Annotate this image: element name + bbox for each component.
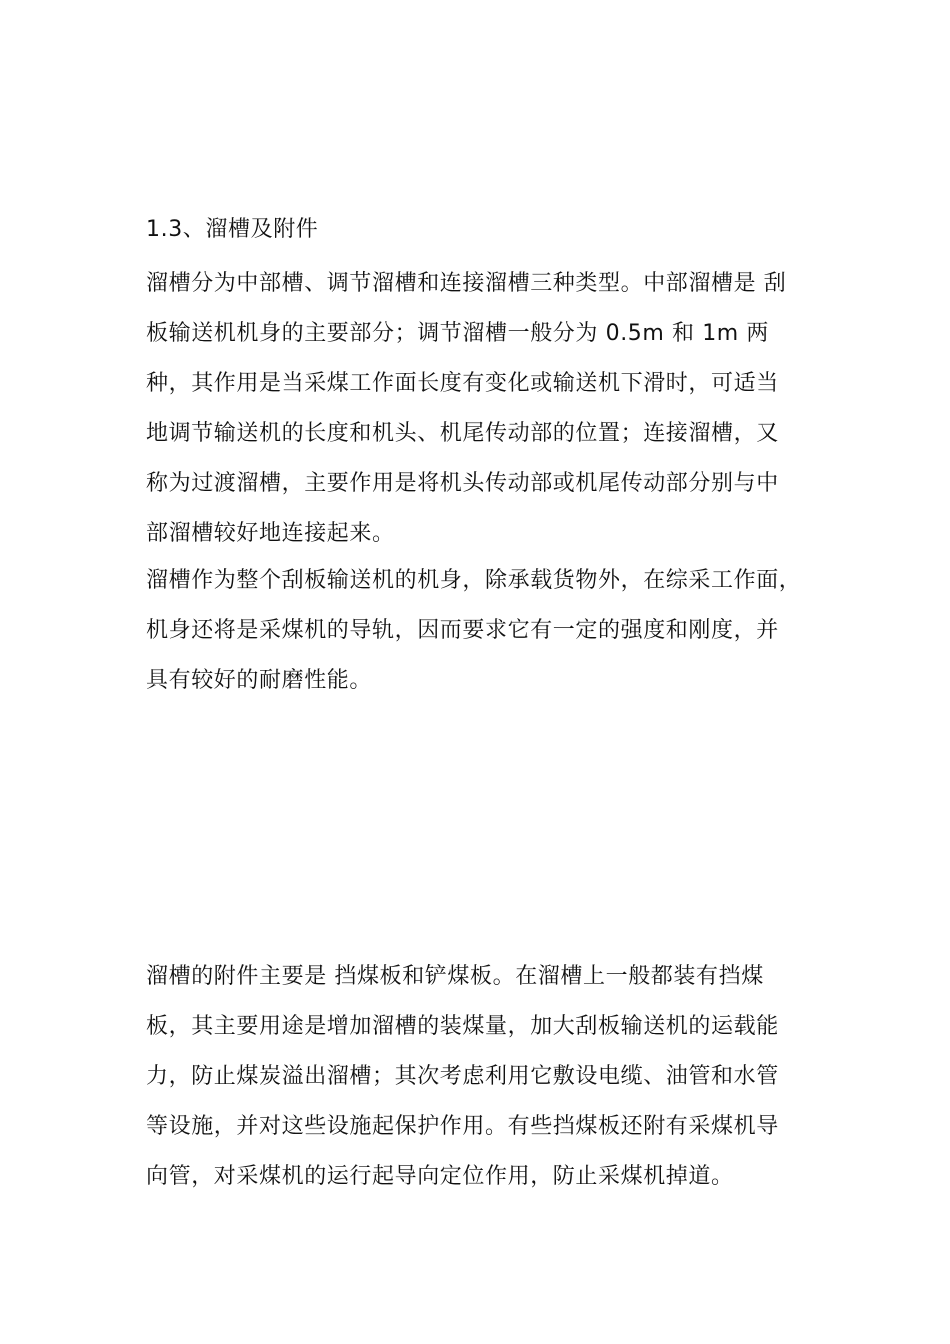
paragraph-1-line: 地调节输送机的长度和机头、机尾传动部的位置；连接溜槽，又 [146,421,779,446]
paragraph-2-line: 机身还将是采煤机的导轨，因而要求它有一定的强度和刚度，并 [146,618,779,643]
paragraph-3-line: 等设施，并对这些设施起保护作用。有些挡煤板还附有采煤机导 [146,1114,779,1139]
paragraph-2-line: 具有较好的耐磨性能。 [146,668,373,693]
paragraph-3-line: 溜槽的附件主要是 挡煤板和铲煤板。在溜槽上一般都装有挡煤 [146,964,764,989]
paragraph-1-line: 称为过渡溜槽，主要作用是将机头传动部或机尾传动部分别与中 [146,471,779,496]
paragraph-2-line: 溜槽作为整个刮板输送机的机身，除承载货物外，在综采工作面， [146,568,802,593]
paragraph-1-line: 部溜槽较好地连接起来。 [146,521,395,546]
section-heading: 1.3、溜槽及附件 [146,217,319,242]
paragraph-3-line: 板，其主要用途是增加溜槽的装煤量，加大刮板输送机的运载能 [146,1014,779,1039]
paragraph-3-line: 力，防止煤炭溢出溜槽；其次考虑利用它敷设电缆、油管和水管 [146,1064,779,1089]
paragraph-1-line: 板输送机机身的主要部分；调节溜槽一般分为 0.5m 和 1m 两 [146,321,770,346]
paragraph-1-line: 种，其作用是当采煤工作面长度有变化或输送机下滑时，可适当 [146,371,779,396]
paragraph-3-line: 向管，对采煤机的运行起导向定位作用，防止采煤机掉道。 [146,1164,734,1189]
paragraph-1-line: 溜槽分为中部槽、调节溜槽和连接溜槽三种类型。中部溜槽是 刮 [146,271,787,296]
